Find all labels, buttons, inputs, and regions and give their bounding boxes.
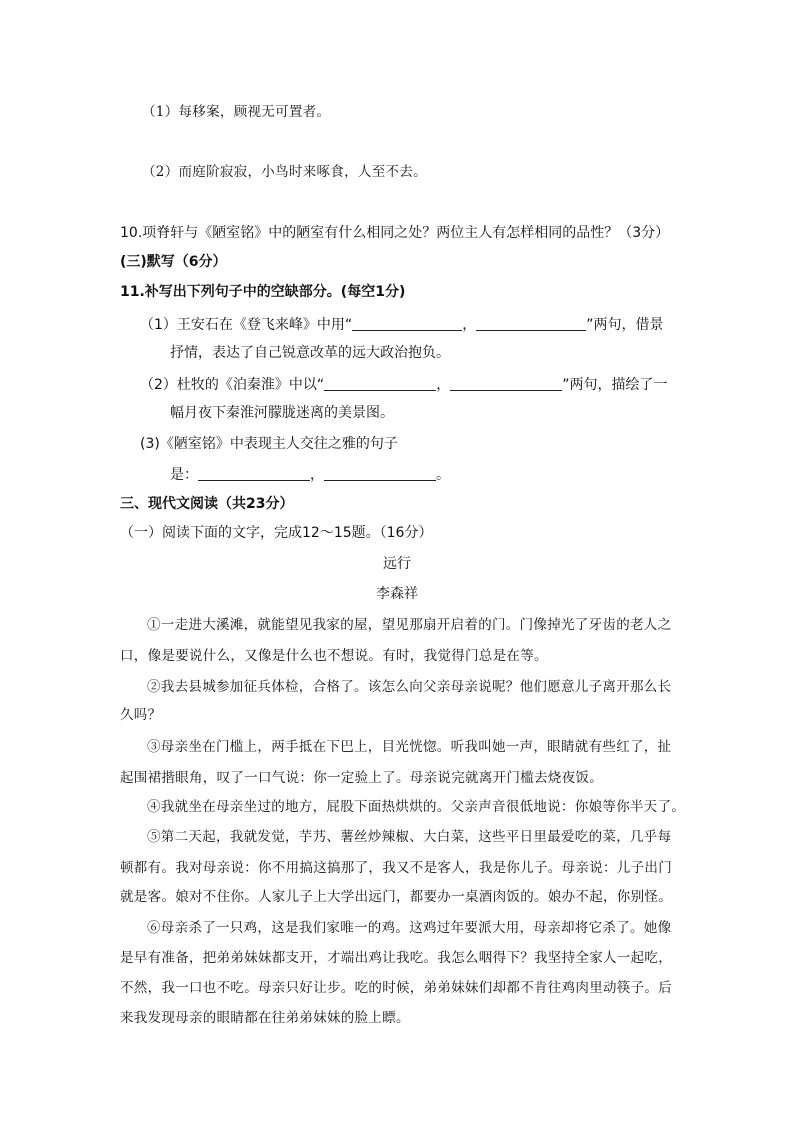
item-text: 是：: [170, 467, 198, 483]
end-mark: 。: [436, 467, 450, 483]
answer-blank-3a[interactable]: [198, 466, 310, 481]
passage-line: 是早有准备，把弟弟妹妹都支开，才端出鸡让我吃。我怎么咽得下？我坚持全家人一起吃，: [120, 950, 672, 966]
item-text: 王安石在《登飞来峰》中用“: [176, 317, 353, 333]
separator: ，: [436, 377, 451, 393]
dictation-item-1: [140, 316, 663, 334]
passage-line: ④我就坐在母亲坐过的地方，屁股下面热烘烘的。父亲声音很低地说：你娘等你半天了。: [147, 799, 686, 815]
question-11: 11.补写出下列句子中的空缺部分。(每空1分): [120, 284, 406, 300]
passage-title: 远行: [383, 556, 411, 572]
passage-line: 顿都有。我对母亲说：你不用搞这搞那了，我又不是客人，我是你儿子。母亲说：儿子出门: [120, 860, 672, 876]
question-10: 10.项脊轩与《陋室铭》中的陋室有什么相同之处？两位主人有怎样相同的品性？（3分）: [120, 225, 670, 241]
passage-line: 就是客。娘对不住你。人家儿子上大学出远门，都要办一桌酒肉饭的。娘办不起，你别怪。: [120, 889, 672, 905]
dictation-item-3: [140, 436, 398, 453]
separator: ，: [310, 467, 324, 483]
item-text: 杜牧的《泊秦淮》中以“: [176, 377, 325, 393]
answer-blank-1a[interactable]: [352, 316, 462, 331]
item-number: (3): [140, 436, 160, 452]
q9-item-2: （2）而庭阶寂寂，小鸟时来啄食，人至不去。: [142, 164, 427, 180]
passage-line: ⑥母亲杀了一只鸡，这是我们家唯一的鸡。这鸡过年要派大用，母亲却将它杀了。她像: [147, 920, 672, 936]
passage-author: 李森祥: [376, 586, 418, 602]
dictation-item-2: [140, 376, 667, 394]
passage-line: ⑤第二天起，我就发觉，芋艿、薯丝炒辣椒、大白菜，这些平日里最爱吃的菜，几乎每: [147, 829, 672, 845]
q9-item-1: （1）每移案，顾视无可置者。: [142, 104, 331, 120]
answer-blank-1b[interactable]: [476, 316, 586, 331]
answer-blank-3b[interactable]: [324, 466, 436, 481]
dictation-item-3-line2: [170, 466, 450, 484]
item-text-tail: ”两句，描绘了一: [562, 377, 668, 393]
item-number: （1）: [140, 317, 177, 333]
passage-line: 起围裙揩眼角，叹了一口气说：你一定验上了。母亲说完就离开门槛去烧夜饭。: [120, 770, 603, 786]
section-heading-dictation: (三)默写（6分）: [120, 254, 227, 270]
section-heading-reading: 三、现代文阅读（共23分）: [120, 496, 294, 512]
passage-line: 久吗？: [120, 707, 162, 723]
answer-blank-2a[interactable]: [324, 376, 436, 391]
passage-line: ②我去县城参加征兵体检，合格了。该怎么向父亲母亲说呢？他们愿意儿子离开那么长: [147, 679, 672, 695]
answer-blank-2b[interactable]: [450, 376, 562, 391]
passage-line: ③母亲坐在门槛上，两手抵在下巴上，目光恍惚。听我叫她一声，眼睛就有些红了，扯: [147, 739, 672, 755]
passage-line: ①一走进大溪滩，就能望见我家的屋，望见那扇开启着的门。门像掉光了牙齿的老人之: [147, 617, 672, 633]
passage-line: 口，像是要说什么，又像是什么也不想说。有时，我觉得门总是在等。: [120, 648, 548, 664]
reading-instruction: （一）阅读下面的文字，完成12～15题。（16分）: [120, 525, 433, 541]
passage-line: 来我发现母亲的眼睛都在往弟弟妹妹的脸上瞟。: [120, 1010, 410, 1026]
item-number: （2）: [140, 377, 177, 393]
dictation-item-1-line2: 抒情，表达了自己锐意改革的远大政治抱负。: [170, 345, 450, 361]
separator: ，: [462, 317, 477, 333]
dictation-item-2-line2: 幅月夜下秦淮河朦胧迷离的美景图。: [170, 405, 394, 421]
passage-line: 不然，我一口也不吃。母亲只好让步。吃的时候，弟弟妹妹们却都不肯往鸡肉里动筷子。后: [120, 980, 672, 996]
item-text: 《陋室铭》中表现主人交往之雅的句子: [159, 436, 398, 452]
item-text-tail: ”两句，借景: [586, 317, 664, 333]
